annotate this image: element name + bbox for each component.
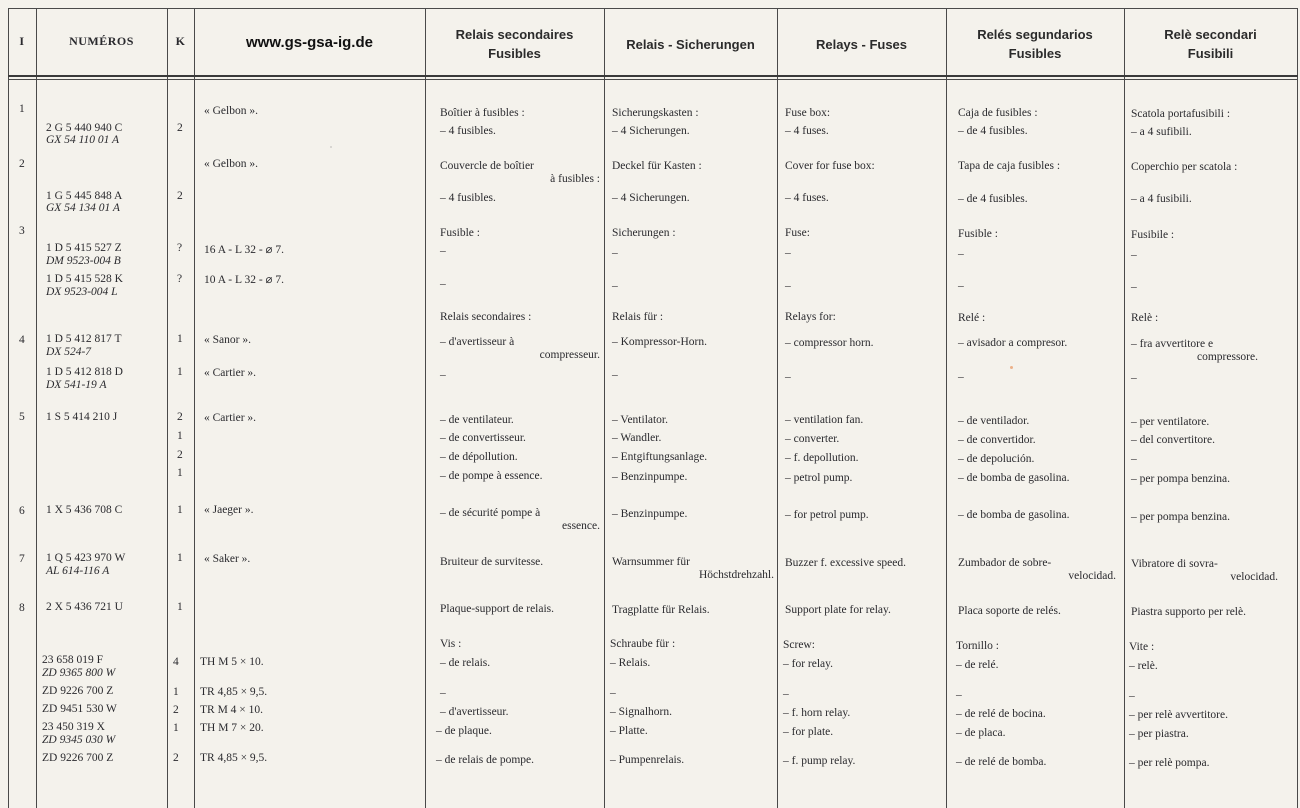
header-french-line2: Fusibles	[488, 46, 541, 61]
text-it: –	[1131, 281, 1137, 293]
text-it: – per piastra.	[1129, 728, 1189, 740]
text-it: – del convertitore.	[1131, 434, 1215, 446]
text-it: Scatola portafusibili :	[1131, 108, 1231, 120]
text-de: – 4 Sicherungen.	[612, 125, 690, 137]
quantity-k: 4	[173, 656, 179, 668]
text-es: – de 4 fusibles.	[958, 125, 1028, 137]
part-description: « Gelbon ».	[204, 105, 258, 117]
row-index: 1	[19, 103, 25, 115]
grid-line	[604, 8, 605, 808]
text-fr: – de ventilateur.	[440, 414, 514, 426]
text-de: – Entgiftungsanlage.	[612, 451, 708, 463]
text-it: –	[1129, 690, 1135, 702]
text-es: Tornillo :	[956, 640, 999, 652]
text-fr: Fusible :	[440, 227, 480, 239]
text-it: – relè.	[1129, 660, 1158, 672]
text-it: –	[1131, 249, 1137, 261]
text-es: – de placa.	[956, 727, 1006, 739]
part-description: 16 A - L 32 - ⌀ 7.	[204, 244, 284, 256]
part-description: « Jaeger ».	[204, 504, 254, 516]
text-en: – f. horn relay.	[783, 707, 851, 719]
text-fr: Vis :	[440, 638, 462, 650]
text-de: – Benzinpumpe.	[612, 471, 688, 483]
text-de: – Relais.	[610, 657, 651, 669]
part-alt-number: DX 9523-004 L	[46, 286, 118, 298]
header-italian-line2: Fusibili	[1187, 46, 1234, 61]
grid-line	[8, 79, 1298, 80]
part-number: 23 450 319 X	[42, 721, 105, 733]
grid-line	[194, 8, 195, 808]
quantity-k: 1	[177, 430, 183, 442]
text-es: –	[958, 248, 964, 260]
text-es: – de relé de bomba.	[956, 756, 1047, 768]
header-italian-line1: Relè secondari	[1164, 27, 1257, 42]
quantity-k: 2	[177, 449, 183, 461]
part-description: 10 A - L 32 - ⌀ 7.	[204, 274, 284, 286]
part-description: TH M 7 × 20.	[200, 722, 264, 734]
part-alt-number: DM 9523-004 B	[46, 255, 121, 267]
part-number: 23 658 019 F	[42, 654, 104, 666]
text-fr: Relais secondaires :	[440, 311, 532, 323]
text-en: – 4 fuses.	[785, 192, 829, 204]
part-description: TR 4,85 × 9,5.	[200, 686, 268, 698]
text-de: – Wandler.	[612, 432, 662, 444]
text-es: – de convertidor.	[958, 434, 1036, 446]
text-es: Placa soporte de relés.	[958, 605, 1061, 617]
text-it: – fra avvertitore e	[1131, 338, 1214, 350]
text-de: Sicherungskasten :	[612, 107, 699, 119]
text-de: Relais für :	[612, 311, 664, 323]
text-es: – de ventilador.	[958, 415, 1030, 427]
text-en: – f. depollution.	[785, 452, 859, 464]
text-es: – avisador a compresor.	[958, 337, 1068, 349]
grid-line	[36, 8, 37, 808]
grid-line	[1297, 8, 1298, 808]
part-description: « Cartier ».	[204, 412, 257, 424]
text-en: Fuse:	[785, 227, 810, 239]
text-fr: – 4 fusibles.	[440, 125, 496, 137]
grid-line	[777, 8, 778, 808]
row-index: 3	[19, 225, 25, 237]
website-watermark: www.gs-gsa-ig.de	[246, 34, 373, 51]
text-en: –	[783, 688, 789, 700]
text-it: – per relè pompa.	[1129, 757, 1210, 769]
part-alt-number: DX 541-19 A	[46, 379, 107, 391]
text-en: – 4 fuses.	[785, 125, 829, 137]
text-fr: – de convertisseur.	[440, 432, 526, 444]
text-de: – Platte.	[610, 725, 648, 737]
part-description: TH M 5 × 10.	[200, 656, 264, 668]
part-alt-number: ZD 9365 800 W	[42, 667, 116, 679]
text-it: velocidad.	[1230, 571, 1278, 583]
part-number: 1 G 5 445 848 A	[46, 190, 123, 202]
text-en: Fuse box:	[785, 107, 831, 119]
part-number: 1 X 5 436 708 C	[46, 504, 123, 516]
text-es: Relé :	[958, 312, 986, 324]
quantity-k: 1	[173, 722, 179, 734]
text-de: – Signalhorn.	[610, 706, 672, 718]
part-description: « Sanor ».	[204, 334, 251, 346]
part-number: 1 D 5 412 817 T	[46, 333, 122, 345]
header-german: Relais - Sicherungen	[626, 37, 755, 52]
row-index: 8	[19, 602, 25, 614]
header-spanish-line2: Fusibles	[1008, 46, 1062, 61]
text-es: – de bomba de gasolina.	[958, 509, 1070, 521]
part-alt-number: AL 614-116 A	[46, 565, 110, 577]
row-index: 2	[19, 158, 25, 170]
text-es: Tapa de caja fusibles :	[958, 160, 1061, 172]
text-it: Vibratore di sovra-	[1131, 558, 1218, 570]
print-speck	[330, 146, 332, 148]
text-de: – Kompressor-Horn.	[612, 336, 707, 348]
text-es: – de bomba de gasolina.	[958, 472, 1070, 484]
text-it: – per pompa benzina.	[1131, 511, 1230, 523]
text-es: Caja de fusibles :	[958, 107, 1038, 119]
text-fr: à fusibles :	[550, 173, 600, 185]
text-fr: Plaque-support de relais.	[440, 603, 555, 615]
header-french-line1: Relais secondaires	[455, 27, 574, 42]
text-it: Piastra supporto per relè.	[1131, 606, 1246, 618]
text-fr: –	[440, 687, 446, 699]
quantity-k: 1	[177, 467, 183, 479]
text-fr: –	[440, 245, 446, 257]
quantity-k: 1	[177, 504, 183, 516]
text-es: velocidad.	[1068, 570, 1116, 582]
text-de: – Benzinpumpe.	[612, 508, 688, 520]
text-es: –	[958, 280, 964, 292]
text-en: – f. pump relay.	[783, 755, 856, 767]
text-es: – de relé.	[956, 659, 999, 671]
quantity-k: 2	[177, 411, 183, 423]
text-de: – Pumpenrelais.	[610, 754, 685, 766]
text-es: Zumbador de sobre-	[958, 557, 1052, 569]
text-fr: – de relais de pompe.	[436, 754, 535, 766]
text-it: – a 4 sufibili.	[1131, 126, 1192, 138]
text-fr: – de pompe à essence.	[440, 470, 543, 482]
part-description: TR 4,85 × 9,5.	[200, 752, 268, 764]
text-fr: – de sécurité pompe à	[440, 507, 541, 519]
text-de: Warnsummer für	[612, 556, 690, 568]
text-en: –	[785, 280, 791, 292]
text-fr: – de dépollution.	[440, 451, 518, 463]
part-number: ZD 9451 530 W	[42, 703, 117, 715]
text-fr: – de plaque.	[436, 725, 492, 737]
quantity-k: 1	[177, 333, 183, 345]
text-it: Fusibile :	[1131, 229, 1175, 241]
grid-line	[425, 8, 426, 808]
grid-line	[167, 8, 168, 808]
header-k: K	[175, 34, 186, 48]
grid-line	[8, 8, 1298, 9]
text-en: – for petrol pump.	[785, 509, 869, 521]
text-it: – per pompa benzina.	[1131, 473, 1230, 485]
row-index: 4	[19, 334, 25, 346]
text-de: –	[612, 369, 618, 381]
header-separator	[8, 75, 1298, 77]
part-description: « Gelbon ».	[204, 158, 258, 170]
text-es: –	[956, 689, 962, 701]
text-es: – de relé de bocina.	[956, 708, 1046, 720]
text-it: compressore.	[1197, 351, 1258, 363]
text-fr: compresseur.	[539, 349, 600, 361]
text-de: –	[612, 280, 618, 292]
text-fr: Boîtier à fusibles :	[440, 107, 525, 119]
header-index: I	[19, 34, 25, 48]
text-fr: essence.	[562, 520, 600, 532]
text-it: –	[1131, 372, 1137, 384]
row-index: 6	[19, 505, 25, 517]
text-de: Tragplatte für Relais.	[612, 604, 710, 616]
text-en: Cover for fuse box:	[785, 160, 875, 172]
part-number: 2 G 5 440 940 C	[46, 122, 123, 134]
text-de: –	[612, 247, 618, 259]
grid-line	[946, 8, 947, 808]
text-en: Buzzer f. excessive speed.	[785, 557, 907, 569]
header-french	[425, 25, 604, 63]
part-description: « Cartier ».	[204, 367, 257, 379]
text-fr: –	[440, 369, 446, 381]
quantity-k: 2	[177, 190, 183, 202]
text-en: Support plate for relay.	[785, 604, 891, 616]
text-en: Relays for:	[785, 311, 836, 323]
text-es: –	[958, 371, 964, 383]
text-de: Deckel für Kasten :	[612, 160, 702, 172]
quantity-k: ?	[177, 273, 183, 285]
text-it: – per relè avvertitore.	[1129, 709, 1228, 721]
text-en: – converter.	[785, 433, 840, 445]
part-alt-number: GX 54 134 01 A	[46, 202, 120, 214]
quantity-k: 1	[177, 366, 183, 378]
text-fr: Bruiteur de survitesse.	[440, 556, 544, 568]
header-spanish	[946, 25, 1124, 63]
text-it: Relè :	[1131, 312, 1159, 324]
text-it: –	[1131, 453, 1137, 465]
text-en: Screw:	[783, 639, 815, 651]
part-description: TR M 4 × 10.	[200, 704, 264, 716]
part-number: ZD 9226 700 Z	[42, 752, 114, 764]
part-description: « Saker ».	[204, 553, 251, 565]
quantity-k: ?	[177, 242, 183, 254]
quantity-k: 1	[173, 686, 179, 698]
quantity-k: 2	[173, 704, 179, 716]
text-en: – for plate.	[783, 726, 834, 738]
quantity-k: 2	[177, 122, 183, 134]
part-alt-number: ZD 9345 030 W	[42, 734, 116, 746]
text-en: –	[785, 371, 791, 383]
part-number: 1 D 5 415 528 K	[46, 273, 123, 285]
text-de: Schraube für :	[610, 638, 676, 650]
header-spanish-line1: Relés segundarios	[977, 27, 1093, 42]
text-es: – de 4 fusibles.	[958, 193, 1028, 205]
text-de: Höchstdrehzahl.	[698, 569, 774, 581]
quantity-k: 1	[177, 552, 183, 564]
text-de: –	[610, 687, 616, 699]
print-speck	[1010, 366, 1013, 369]
part-number: 1 D 5 412 818 D	[46, 366, 123, 378]
part-alt-number: DX 524-7	[46, 346, 92, 358]
text-fr: Couvercle de boîtier	[440, 160, 534, 172]
text-fr: – 4 fusibles.	[440, 192, 496, 204]
part-alt-number: GX 54 110 01 A	[46, 134, 120, 146]
part-number: 2 X 5 436 721 U	[46, 601, 123, 613]
text-de: – Ventilator.	[612, 414, 669, 426]
text-en: –	[785, 247, 791, 259]
text-it: – a 4 fusibili.	[1131, 193, 1192, 205]
text-fr: – d'avertisseur.	[440, 706, 509, 718]
text-en: – for relay.	[783, 658, 834, 670]
row-index: 5	[19, 411, 25, 423]
text-en: – ventilation fan.	[785, 414, 864, 426]
text-fr: – d'avertisseur à	[440, 336, 515, 348]
part-number: 1 Q 5 423 970 W	[46, 552, 126, 564]
quantity-k: 2	[173, 752, 179, 764]
text-de: – 4 Sicherungen.	[612, 192, 690, 204]
grid-line	[8, 8, 9, 808]
header-italian	[1124, 25, 1297, 63]
quantity-k: 1	[177, 601, 183, 613]
text-de: Sicherungen :	[612, 227, 676, 239]
row-index: 7	[19, 553, 25, 565]
text-it: Vite :	[1129, 641, 1155, 653]
text-it: – per ventilatore.	[1131, 416, 1210, 428]
part-number: 1 D 5 415 527 Z	[46, 242, 122, 254]
header-english: Relays - Fuses	[815, 37, 908, 52]
grid-line	[1124, 8, 1125, 808]
text-en: – petrol pump.	[785, 472, 853, 484]
text-fr: –	[440, 278, 446, 290]
part-number: 1 S 5 414 210 J	[46, 411, 118, 423]
text-fr: – de relais.	[440, 657, 491, 669]
header-numeros: NUMÉROS	[69, 34, 134, 48]
text-it: Coperchio per scatola :	[1131, 161, 1238, 173]
text-en: – compressor horn.	[785, 337, 874, 349]
text-es: – de depolución.	[958, 453, 1035, 465]
text-es: Fusible :	[958, 228, 998, 240]
part-number: ZD 9226 700 Z	[42, 685, 114, 697]
